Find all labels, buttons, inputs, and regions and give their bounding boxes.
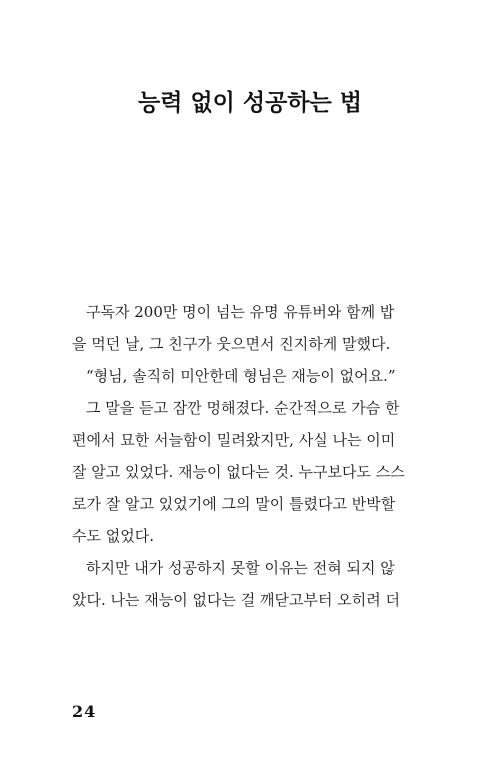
body-line: 을 먹던 날, 그 친구가 웃으면서 진지하게 말했다. [72, 335, 391, 353]
body-line: 수도 없었다. [72, 527, 154, 545]
body-line: 편에서 묘한 서늘함이 밀려왔지만, 사실 나는 이미 [72, 431, 396, 449]
body-line: “형님, 솔직히 미안한데 형님은 재능이 없어요.” [86, 367, 396, 385]
body-text [72, 296, 405, 616]
body-line: 구독자 200만 명이 넘는 유명 유튜버와 함께 밥 [86, 303, 395, 321]
chapter-title: 능력 없이 성공하는 법 [138, 90, 362, 116]
body-line: 았다. 나는 재능이 없다는 걸 깨닫고부터 오히려 더 [72, 591, 400, 609]
body-line: 하지만 내가 성공하지 못할 이유는 전혀 되지 않 [86, 559, 395, 577]
page-number: 24 [72, 702, 97, 721]
body-line: 로가 잘 알고 있었기에 그의 말이 틀렸다고 반박할 [72, 495, 396, 513]
body-line: 그 말을 듣고 잠깐 멍해졌다. 순간적으로 가슴 한 [86, 399, 400, 417]
body-line: 잘 알고 있었다. 재능이 없다는 것. 누구보다도 스스 [72, 463, 405, 481]
